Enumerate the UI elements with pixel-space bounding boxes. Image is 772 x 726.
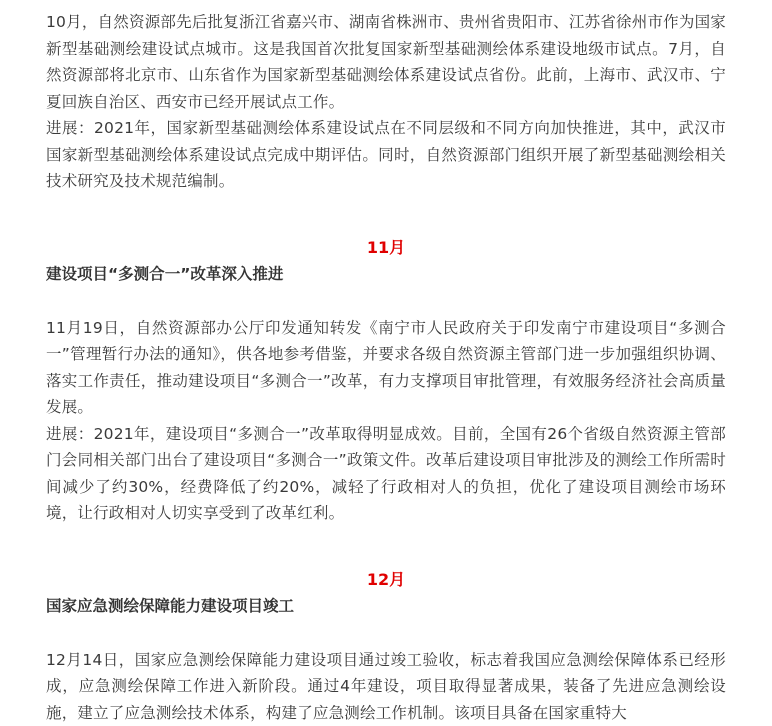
section-spacer (46, 195, 726, 237)
section-heading-december: 国家应急测绘保障能力建设项目竣工 (46, 594, 726, 618)
article-body (46, 9, 726, 726)
paragraph-november-news: 11月19日，自然资源部办公厅印发通知转发《南宁市人民政府关于印发南宁市建设项目“多测合一”管理暂行办法的通知》，供各地参考借鉴，并要求各级自然资源主管部门进一步加强组织协调、落实工作责任，推动建设项目“多测合一”改革，有力支撑项目审批管理，有效服务经济社会高质量发展。 (46, 315, 726, 421)
spacer (46, 286, 726, 315)
section-december (46, 569, 726, 726)
month-label-november: 11月 (46, 237, 726, 259)
section-heading-november: 建设项目“多测合一”改革深入推进 (46, 262, 726, 286)
spacer (46, 618, 726, 647)
paragraph-october-progress: 进展：2021年，国家新型基础测绘体系建设试点在不同层级和不同方向加快推进，其中，武汉市国家新型基础测绘体系建设试点完成中期评估。同时，自然资源部门组织开展了新型基础测绘相关技术研究及技术规范编制。 (46, 115, 726, 195)
month-label-december: 12月 (46, 569, 726, 591)
paragraph-october-news: 10月，自然资源部先后批复浙江省嘉兴市、湖南省株洲市、贵州省贵阳市、江苏省徐州市作为国家新型基础测绘建设试点城市。这是我国首次批复国家新型基础测绘体系建设地级市试点。7月，自然资源部将北京市、山东省作为国家新型基础测绘体系建设试点省份。此前，上海市、武汉市、宁夏回族自治区、西安市已经开展试点工作。 (46, 9, 726, 115)
paragraph-december-news: 12月14日，国家应急测绘保障能力建设项目通过竣工验收，标志着我国应急测绘保障体系已经形成，应急测绘保障工作进入新阶段。通过4年建设，项目取得显著成果，装备了先进应急测绘设施，建立了应急测绘技术体系，构建了应急测绘工作机制。该项目具备在国家重特大 (46, 647, 726, 726)
section-november (46, 237, 726, 527)
section-spacer (46, 527, 726, 569)
section-october (46, 9, 726, 195)
paragraph-november-progress: 进展：2021年，建设项目“多测合一”改革取得明显成效。目前，全国有26个省级自然资源主管部门会同相关部门出台了建设项目“多测合一”政策文件。改革后建设项目审批涉及的测绘工作所需时间减少了约30%，经费降低了约20%，减轻了行政相对人的负担，优化了建设项目测绘市场环境，让行政相对人切实享受到了改革红利。 (46, 421, 726, 527)
